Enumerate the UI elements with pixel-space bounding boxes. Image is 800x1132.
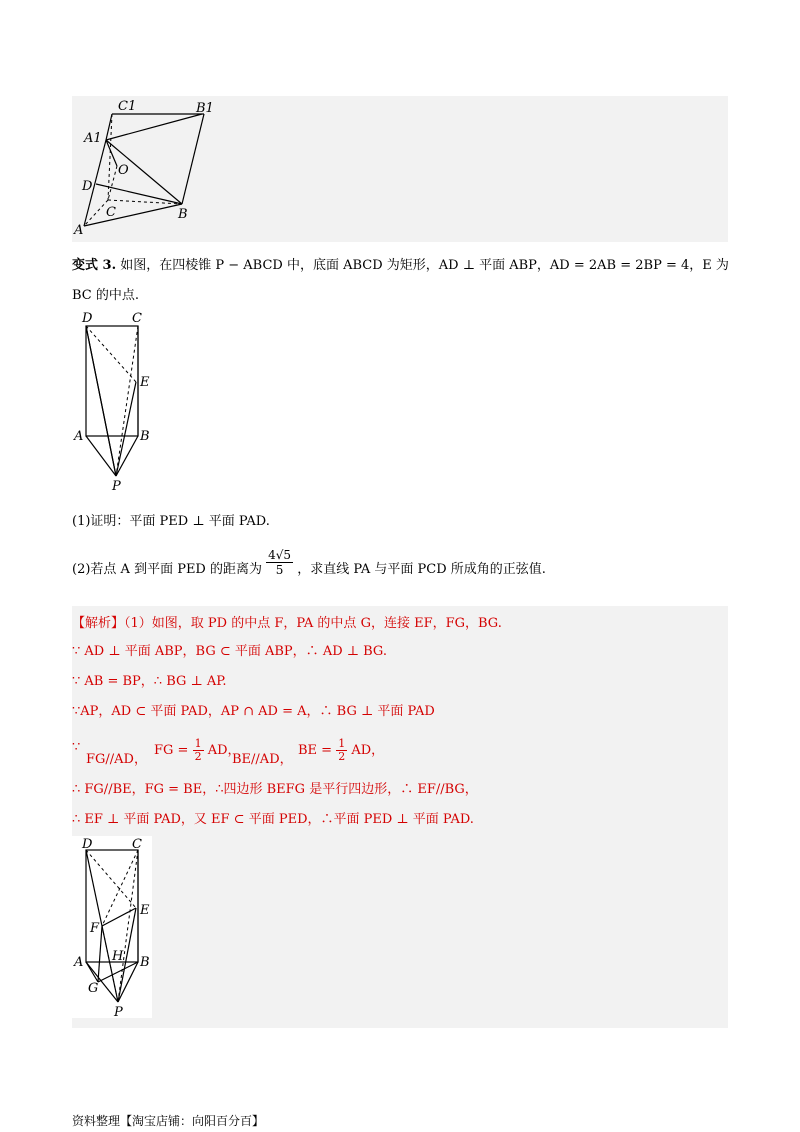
q2-frac-num: 4√5 <box>268 548 292 562</box>
sol5-fg-den: 2 <box>194 750 202 763</box>
fig3-label-H: H <box>112 949 124 964</box>
label-B: B <box>178 207 188 222</box>
variant-line-1 <box>72 256 729 276</box>
footer-credit: 资料整理【淘宝店铺：向阳百分百】 <box>72 1114 265 1128</box>
sol5-be-tail: AD， <box>351 743 385 758</box>
fig3-label-P: P <box>114 1005 123 1020</box>
fig3-label-F: F <box>90 921 100 936</box>
solution-line-1: 【解析】（1）如图，取 PD 的中点 F，PA 的中点 G，连接 EF，FG，BG. <box>72 616 502 631</box>
sol5-be-eq <box>298 738 384 763</box>
variant-text-2: BC 的中点. <box>72 288 140 303</box>
label-B1: B1 <box>196 101 214 116</box>
solution-line-6: ∴ FG//BE，FG = BE，∴四边形 BEFG 是平行四边形，∴ EF//BG， <box>72 782 478 797</box>
question-1: (1)证明：平面 PED ⊥ 平面 PAD. <box>72 514 270 529</box>
sol5-fg-eq <box>154 738 241 763</box>
fig2-label-E: E <box>140 375 150 390</box>
solution-line-2: ∵ AD ⊥ 平面 ABP，BG ⊂ 平面 ABP，∴ AD ⊥ BG. <box>72 644 387 659</box>
question-2 <box>72 548 546 580</box>
solution-line-3: ∵ AB = BP，∴ BG ⊥ AP. <box>72 674 227 689</box>
variant-title: 变式 3. <box>72 258 117 273</box>
label-O: O <box>118 163 129 178</box>
label-C: C <box>106 205 116 220</box>
fig3-label-C: C <box>132 837 142 852</box>
fig2-label-P: P <box>112 479 121 494</box>
sol5-be-label: BE = <box>298 743 333 758</box>
sol5-fg-label: FG = <box>154 743 189 758</box>
solution-line-4: ∵AP，AD ⊂ 平面 PAD，AP ∩ AD = A，∴ BG ⊥ 平面 PAD <box>72 704 435 719</box>
fig2-label-D: D <box>82 311 93 326</box>
fig2-label-B: B <box>140 429 150 444</box>
fig3-label-E: E <box>140 903 150 918</box>
sol5-be-parallel: BE//AD， <box>232 752 293 767</box>
sol5-be-den: 2 <box>338 750 346 763</box>
fig3-label-D: D <box>82 837 93 852</box>
sol5-be-frac <box>336 738 347 763</box>
sol5-fg-tail: AD， <box>207 743 241 758</box>
fig3-label-G: G <box>88 981 99 996</box>
label-A1: A1 <box>84 131 102 146</box>
sol5-fg-frac <box>193 738 204 763</box>
fig2-label-C: C <box>132 311 142 326</box>
sol5-be-num: 1 <box>338 737 346 750</box>
label-C1: C1 <box>118 99 137 114</box>
fig3-label-B: B <box>140 955 150 970</box>
q2-prefix: (2)若点 A 到平面 PED 的距离为 <box>72 562 262 577</box>
prism-figure <box>72 96 232 242</box>
sol5-because: ∵ <box>72 740 81 755</box>
pyramid-solution-figure <box>72 836 172 1020</box>
label-D: D <box>82 179 93 194</box>
solution-line-7: ∴ EF ⊥ 平面 PAD，又 EF ⊂ 平面 PED，∴平面 PED ⊥ 平面 PAD. <box>72 812 474 827</box>
fig3-label-A: A <box>74 955 84 970</box>
label-A: A <box>74 223 84 238</box>
variant-line-2 <box>72 286 139 306</box>
sol5-fg-parallel: FG//AD， <box>86 752 147 767</box>
pyramid-figure <box>72 308 172 494</box>
q2-fraction <box>266 548 293 577</box>
sol5-fg-num: 1 <box>194 737 202 750</box>
q2-frac-den: 5 <box>275 563 284 577</box>
q2-suffix: ，求直线 PA 与平面 PCD 所成角的正弦值. <box>297 562 546 577</box>
fig2-label-A: A <box>74 429 84 444</box>
variant-text-1: 如图，在四棱锥 P − ABCD 中，底面 ABCD 为矩形，AD ⊥ 平面 ABP，AD = 2AB = 2BP = 4，E 为 <box>120 258 729 273</box>
